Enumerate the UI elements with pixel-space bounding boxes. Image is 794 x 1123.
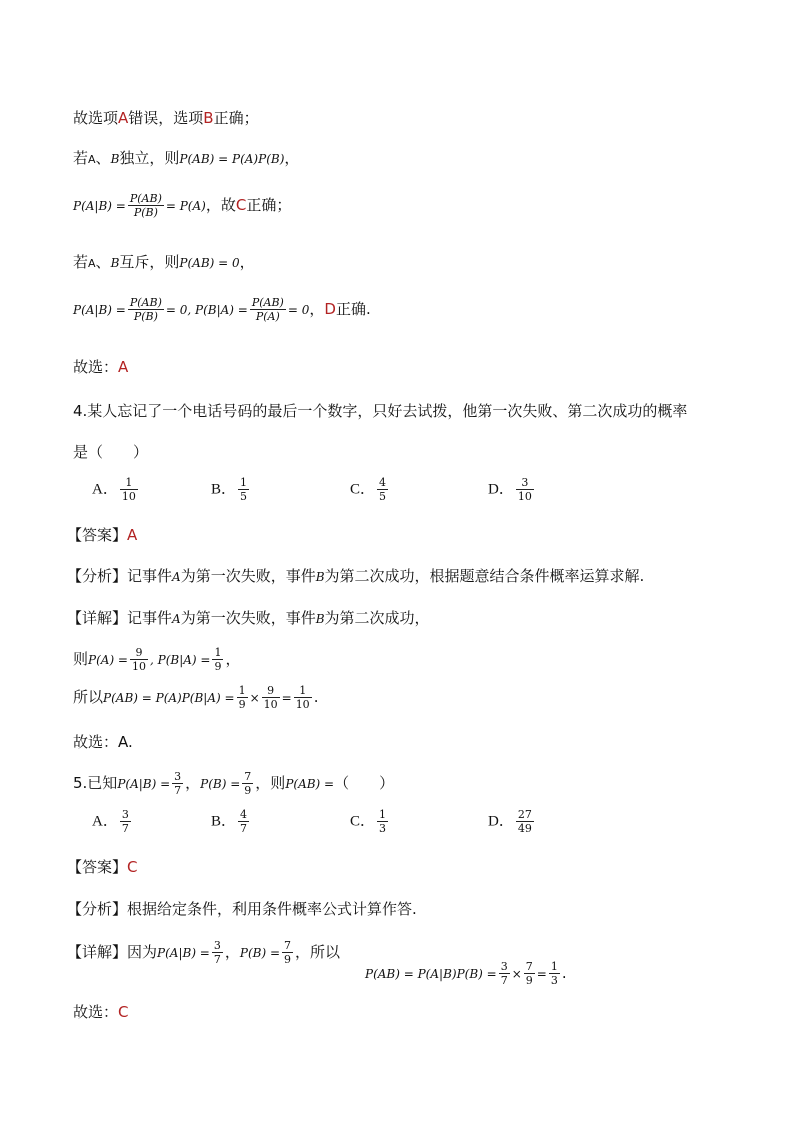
- text: 独立，则: [119, 149, 180, 167]
- formula: P(A|B) =: [73, 303, 126, 317]
- text: 互斥，则: [119, 253, 180, 271]
- event-b: B: [110, 256, 120, 270]
- q4-stem-1: 4.某人忘记了一个电话号码的最后一个数字，只好去试拨，他第一次失败、第二次成功的概率: [73, 402, 688, 420]
- fraction: $\frac{P(AB)}{P(B)}$: [129, 192, 162, 219]
- detail-tag: 【详解】: [67, 609, 128, 627]
- text: 正确.: [335, 300, 371, 318]
- text: 故选项: [73, 109, 119, 127]
- option-letter: A: [118, 109, 129, 127]
- event-a: A: [88, 153, 96, 166]
- option-letter: D: [324, 300, 336, 318]
- text: ，故: [205, 196, 236, 214]
- formula: = P(A): [165, 199, 206, 213]
- event-a: A: [88, 257, 96, 270]
- line-exclusive: [73, 252, 255, 274]
- text: 、: [95, 149, 111, 167]
- formula: P(AB) = P(A)P(B): [179, 152, 285, 166]
- line-independent: [73, 148, 299, 170]
- detail-tag: 【详解】: [67, 943, 128, 961]
- line-option-a-wrong: [73, 108, 259, 128]
- q5-choose: 故选：C: [73, 1003, 129, 1021]
- line-conditional-c: [73, 192, 291, 219]
- q4-detail-so: 所以P(AB) = P(A)P(B|A) = $\frac{1}{9}$ × $\frac{9}{10}$ = $\frac{1}{10}$ .: [73, 684, 319, 711]
- q5-stem: 5.已知P(A|B) = $\frac{3}{7}$ ，P(B) = $\frac{7}{9}$ ，则P(AB) =（ ）: [73, 770, 395, 797]
- text: 故选：: [73, 358, 119, 376]
- answer-tag: 【答案】: [67, 858, 128, 876]
- q5-option-c: C． $\frac{1}{3}$: [350, 808, 387, 835]
- q4-answer: [67, 525, 137, 545]
- text: ，: [239, 253, 255, 271]
- text: 正确；: [213, 109, 259, 127]
- answer-tag: 【答案】: [67, 526, 128, 544]
- formula: P(AB) = 0: [179, 256, 240, 270]
- q4-stem-2: 是（ ）: [73, 443, 149, 461]
- analysis-tag: 【分析】: [67, 567, 128, 585]
- q5-option-a: A． $\frac{3}{7}$: [92, 808, 129, 835]
- formula: P(A|B) =: [73, 199, 126, 213]
- fraction: $\frac{P(AB)}{P(B)}$: [129, 296, 162, 323]
- fraction: $\frac{P(AB)}{P(A)}$: [251, 296, 284, 323]
- q5-option-d: D． $\frac{27}{49}$: [488, 808, 532, 835]
- answer-letter: C: [118, 1003, 129, 1021]
- text: 若: [73, 149, 89, 167]
- text: 若: [73, 253, 89, 271]
- q4-detail: 【详解】记事件A为第一次失败，事件B为第二次成功，: [67, 609, 430, 627]
- formula: = 0: [287, 303, 310, 317]
- answer-letter: A: [127, 526, 138, 544]
- q4-choose: 故选：A.: [73, 733, 133, 751]
- event-b: B: [110, 152, 120, 166]
- answer-letter: C: [127, 858, 138, 876]
- q5-option-b: B． $\frac{4}{7}$: [211, 808, 248, 835]
- line-conditional-d: [73, 296, 371, 323]
- q5-detail: 【详解】因为P(A|B) = $\frac{3}{7}$ ，P(B) = $\frac{7}{9}$ ，所以: [67, 939, 341, 966]
- q4-option-c: C． $\frac{4}{5}$: [350, 476, 387, 503]
- q5-answer: [67, 857, 138, 877]
- q4-option-b: B． $\frac{1}{5}$: [211, 476, 248, 503]
- q5-detail-formula: P(AB) = P(A|B)P(B) = $\frac{3}{7}$ × $\frac{7}{9}$ = $\frac{1}{3}$ .: [365, 960, 567, 987]
- answer-letter: A: [118, 358, 129, 376]
- q4-analysis: 【分析】记事件A为第一次失败，事件B为第二次成功，根据题意结合条件概率运算求解.: [67, 567, 645, 585]
- q4-option-a: A． $\frac{1}{10}$: [92, 476, 136, 503]
- q4-option-d: D． $\frac{3}{10}$: [488, 476, 532, 503]
- text: ，: [309, 300, 325, 318]
- text: 正确；: [246, 196, 292, 214]
- q5-analysis: 【分析】根据给定条件，利用条件概率公式计算作答.: [67, 900, 417, 918]
- q4-detail-then: 则P(A) = $\frac{9}{10}$ , P(B|A) = $\frac{1}{9}$ ，: [73, 646, 241, 673]
- text: 错误，选项: [128, 109, 204, 127]
- option-letter: B: [203, 109, 214, 127]
- line-choose-a: [73, 357, 128, 377]
- text: 、: [95, 253, 111, 271]
- analysis-tag: 【分析】: [67, 900, 128, 918]
- text: ，: [284, 149, 300, 167]
- formula: = 0, P(B|A) =: [165, 303, 248, 317]
- option-letter: C: [235, 196, 247, 214]
